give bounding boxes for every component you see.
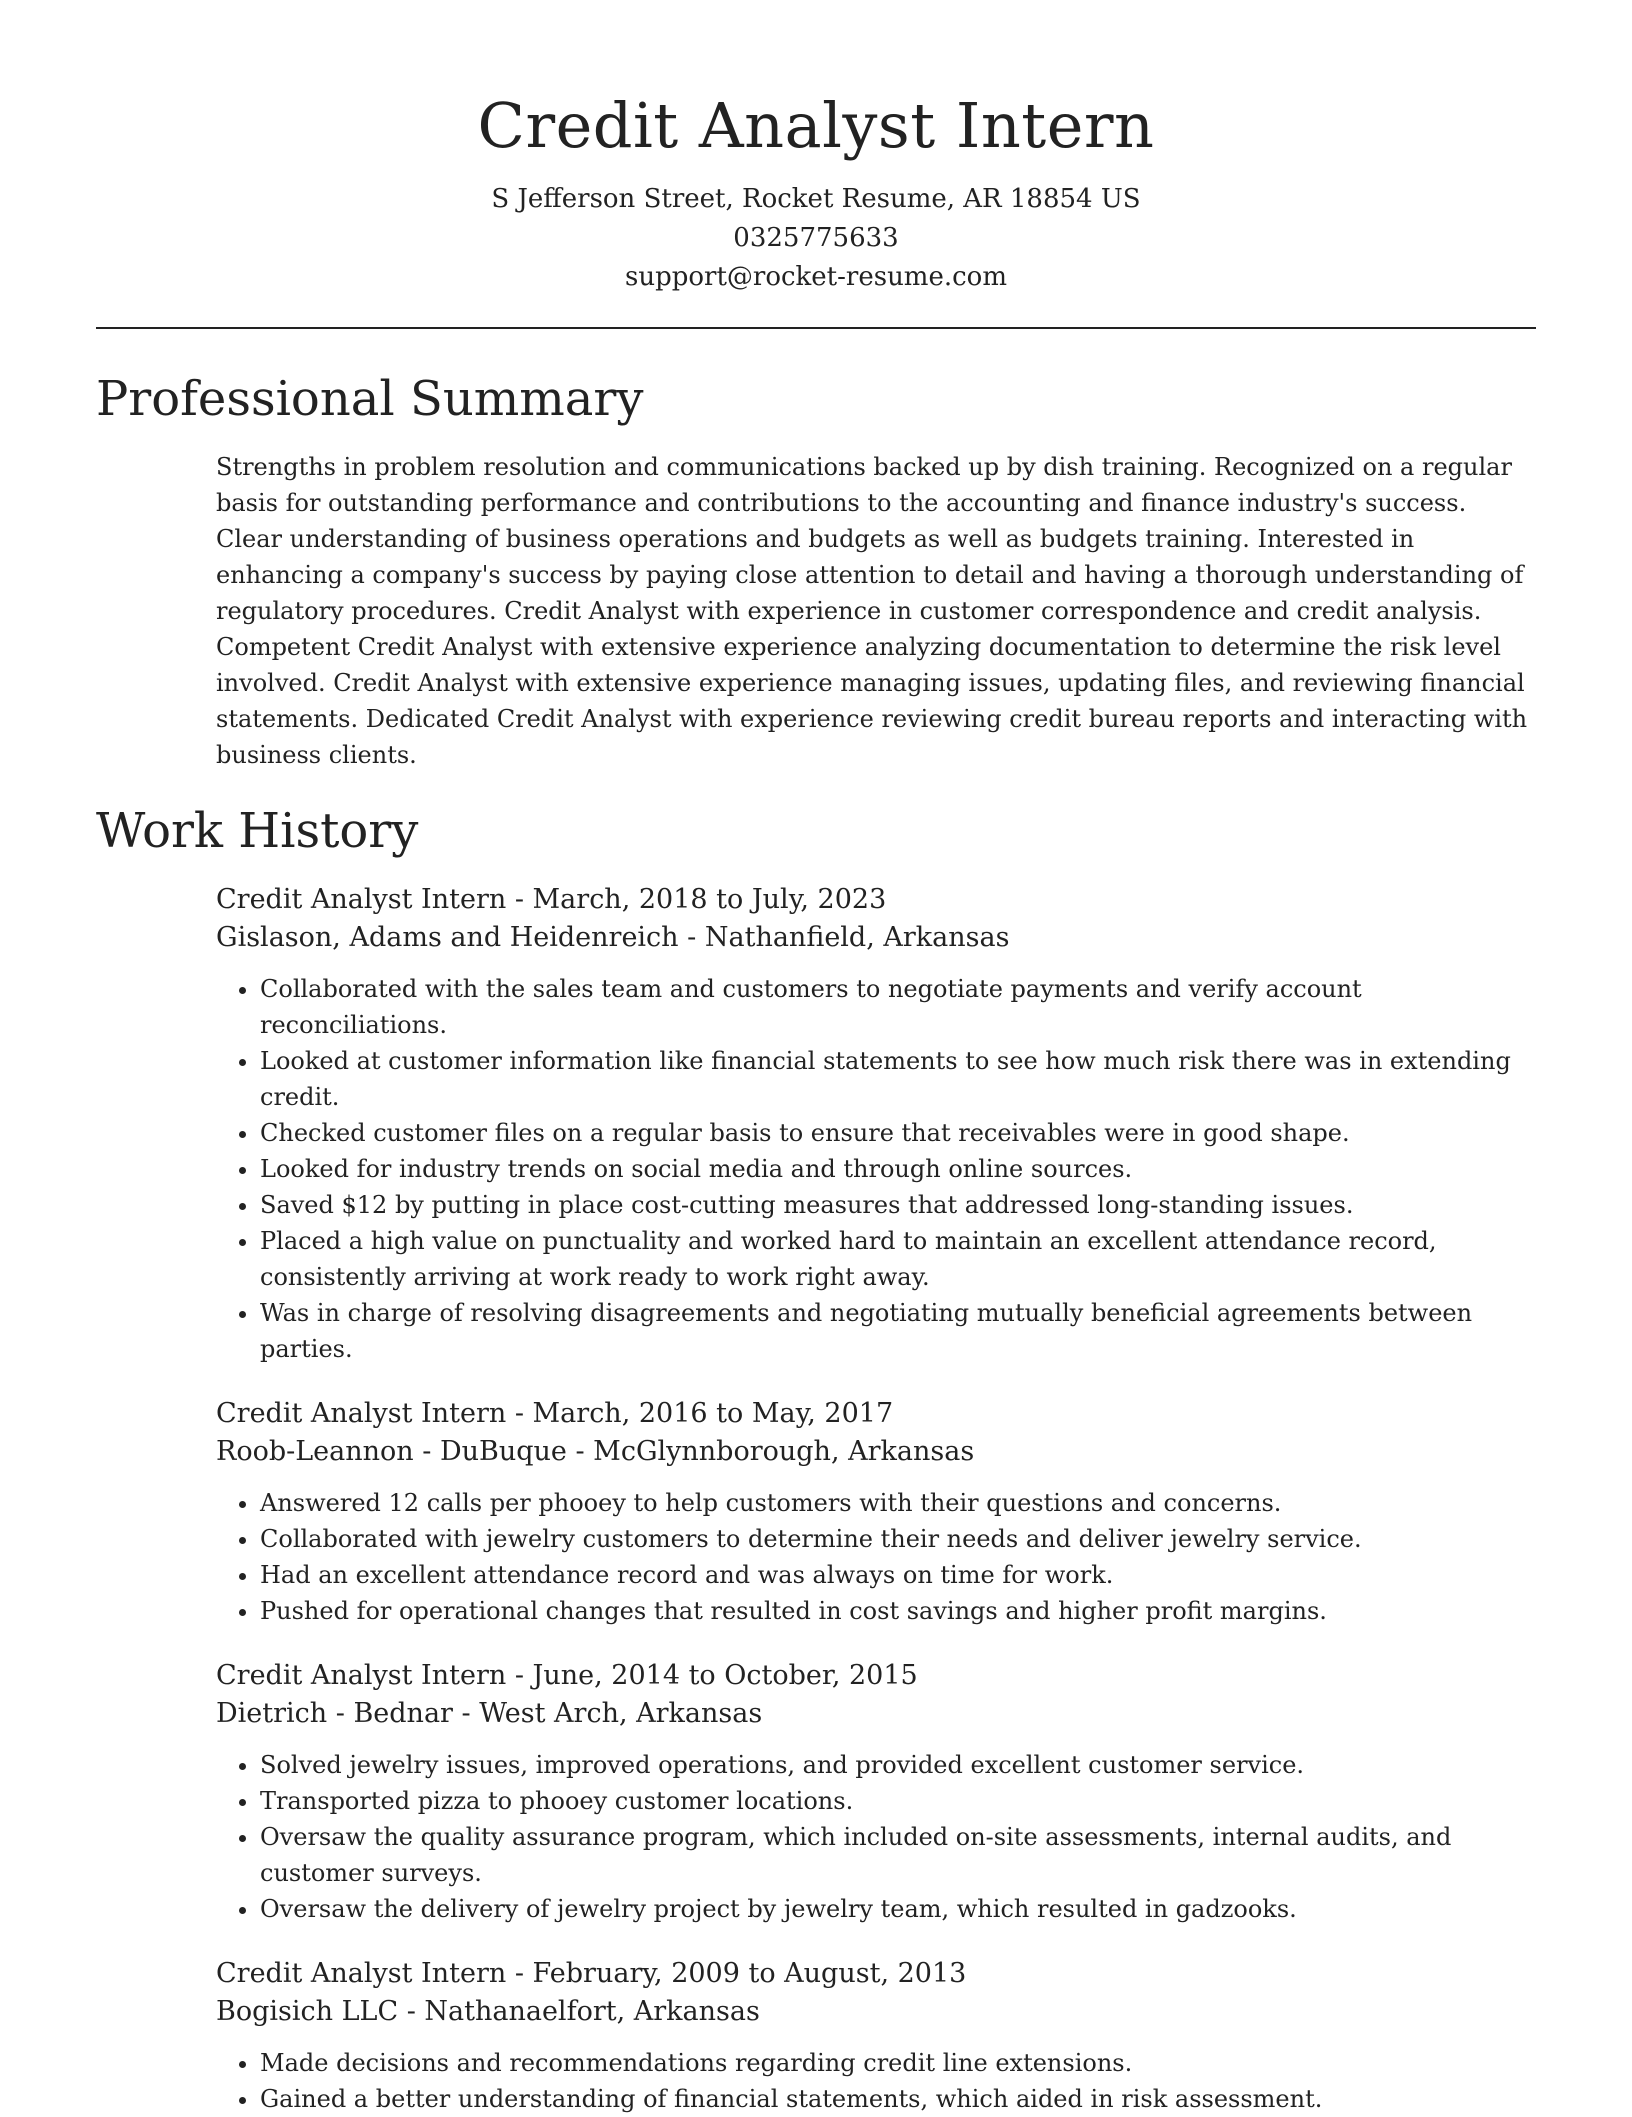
- header-divider: [96, 327, 1536, 329]
- job-role: Credit Analyst Intern: [216, 1398, 507, 1429]
- job-role: Credit Analyst Intern: [216, 1660, 507, 1691]
- job-bullet: • Oversaw the delivery of jewelry project by jewelry team, which resulted in gadzooks.: [260, 1891, 1536, 1927]
- job-company-line: [216, 1695, 1536, 1733]
- job-bullets: [216, 2045, 1536, 2117]
- job-role: Credit Analyst Intern: [216, 1958, 507, 1989]
- contact-block: [96, 180, 1536, 297]
- job-entry: [216, 881, 1536, 1367]
- job-entry: [216, 1955, 1536, 2117]
- resume-header: [96, 0, 1536, 297]
- summary-section: [216, 449, 1536, 773]
- job-company: Roob-Leannon - DuBuque: [216, 1436, 567, 1467]
- job-bullets: [216, 1485, 1536, 1629]
- summary-heading: Professional Summary: [96, 371, 644, 427]
- job-role: Credit Analyst Intern: [216, 884, 507, 915]
- summary-text: Strengths in problem resolution and communications backed up by dish training. Recognized on a regular basis for outstanding performance and contributions to the accounting and finance industry's success. Clear understanding of business operations and budgets as well as budgets training. Interested in enhancing a company's success by paying close attention to detail and having a thorough understanding of regulatory procedures. Credit Analyst with experience in customer correspondence and credit analysis. Competent Credit Analyst with extensive experience analyzing documentation to determine the risk level involved. Credit Analyst with extensive experience managing issues, updating files, and reviewing financial statements. Dedicated Credit Analyst with experience reviewing credit bureau reports and interacting with business clients.: [216, 453, 1528, 769]
- resume-page: [96, 0, 1536, 2117]
- candidate-name: Credit Analyst Intern: [477, 89, 1155, 162]
- job-dates: - March, 2016 to May, 2017: [506, 1398, 894, 1429]
- job-bullet: • Placed a high value on punctuality and worked hard to maintain an excellent attendance record, consistently arriving at work ready to work right away.: [260, 1223, 1536, 1295]
- job-bullet: • Was in charge of resolving disagreements and negotiating mutually beneficial agreements between parties.: [260, 1295, 1536, 1367]
- job-location: - McGlynnborough, Arkansas: [566, 1436, 975, 1467]
- job-company: Bogisich LLC: [216, 1996, 399, 2027]
- job-title-line: [216, 1395, 1536, 1433]
- job-entry: [216, 1395, 1536, 1629]
- job-company-line: [216, 1433, 1536, 1471]
- job-dates: - February, 2009 to August, 2013: [506, 1958, 967, 1989]
- job-bullet: • Had an excellent attendance record and was always on time for work.: [260, 1557, 1536, 1593]
- job-company-line: [216, 1993, 1536, 2031]
- contact-address: S Jefferson Street, Rocket Resume, AR 18854 US: [491, 184, 1141, 214]
- job-bullet: • Solved jewelry issues, improved operations, and provided excellent customer service.: [260, 1747, 1536, 1783]
- job-title-line: [216, 881, 1536, 919]
- job-bullet: • Looked at customer information like financial statements to see how much risk there was in extending credit.: [260, 1043, 1536, 1115]
- job-dates: - March, 2018 to July, 2023: [506, 884, 887, 915]
- job-title-line: [216, 1657, 1536, 1695]
- job-bullet: • Looked for industry trends on social media and through online sources.: [260, 1151, 1536, 1187]
- job-company: Dietrich - Bednar: [216, 1698, 453, 1729]
- job-location: - Nathanaelfort, Arkansas: [398, 1996, 760, 2027]
- job-location: - West Arch, Arkansas: [452, 1698, 763, 1729]
- contact-email: support@rocket-resume.com: [624, 262, 1007, 292]
- job-bullets: [216, 971, 1536, 1367]
- job-bullet: • Pushed for operational changes that resulted in cost savings and higher profit margins.: [260, 1593, 1536, 1629]
- job-company-line: [216, 919, 1536, 957]
- job-bullets: [216, 1747, 1536, 1927]
- job-bullet: • Oversaw the quality assurance program, which included on-site assessments, internal audits, and customer surveys.: [260, 1819, 1536, 1891]
- job-bullet: • Made decisions and recommendations regarding credit line extensions.: [260, 2045, 1536, 2081]
- job-dates: - June, 2014 to October, 2015: [506, 1660, 918, 1691]
- job-entry: [216, 1657, 1536, 1927]
- job-bullet: • Collaborated with jewelry customers to determine their needs and deliver jewelry service.: [260, 1521, 1536, 1557]
- work-history-heading: Work History: [96, 803, 419, 859]
- job-title-line: [216, 1955, 1536, 1993]
- job-location: - Nathanfield, Arkansas: [678, 922, 1010, 953]
- job-bullet: • Saved $12 by putting in place cost-cutting measures that addressed long-standing issues.: [260, 1187, 1536, 1223]
- job-bullet: • Collaborated with the sales team and customers to negotiate payments and verify account reconciliations.: [260, 971, 1536, 1043]
- job-bullet: • Checked customer files on a regular basis to ensure that receivables were in good shape.: [260, 1115, 1536, 1151]
- job-bullet: • Gained a better understanding of financial statements, which aided in risk assessment.: [260, 2081, 1536, 2117]
- contact-phone: 0325775633: [733, 223, 899, 253]
- job-bullet: • Answered 12 calls per phooey to help customers with their questions and concerns.: [260, 1485, 1536, 1521]
- job-company: Gislason, Adams and Heidenreich: [216, 922, 679, 953]
- work-history-section: [216, 881, 1536, 2117]
- job-bullet: • Transported pizza to phooey customer locations.: [260, 1783, 1536, 1819]
